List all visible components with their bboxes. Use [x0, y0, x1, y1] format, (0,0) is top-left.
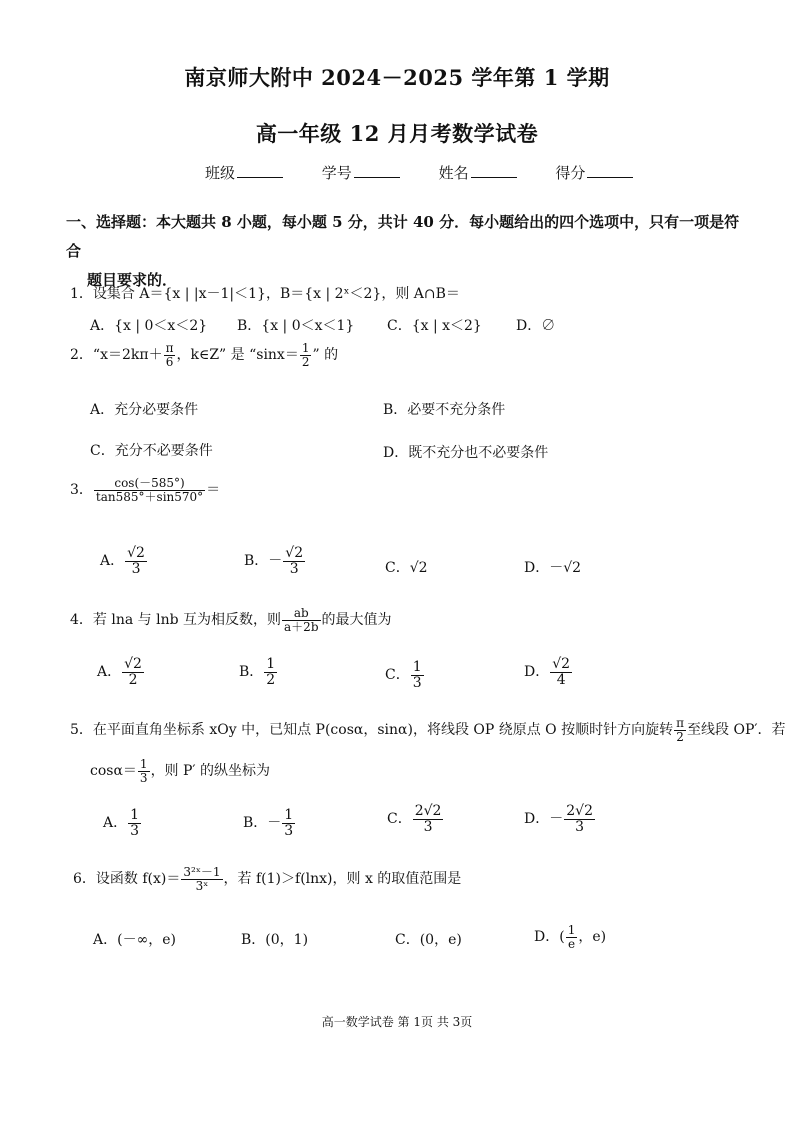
option-label: D． — [524, 664, 550, 681]
fraction-numerator: 1 — [139, 757, 148, 771]
field-class-label: 班级 — [205, 164, 236, 182]
fraction — [164, 342, 176, 368]
q3-option-d[interactable]: D．－√2 — [524, 560, 582, 576]
fraction-numerator: √2 — [127, 545, 145, 561]
q5-option-b[interactable] — [243, 808, 296, 838]
q5-option-a[interactable] — [103, 808, 142, 838]
q3-option-c[interactable]: C．√2 — [385, 560, 428, 576]
fraction-numerator: ab — [282, 607, 320, 621]
question-text: ，若 f(1)＞f(lnx)，则 x 的取值范围是 — [223, 871, 462, 888]
fraction-numerator: 1 — [284, 807, 294, 823]
fraction — [282, 607, 320, 633]
section-heading — [66, 208, 746, 295]
question-text: 的最大值为 — [321, 612, 392, 629]
page-footer: 高一数学试卷 第 1页 共 3页 — [321, 1015, 473, 1029]
fraction — [264, 657, 277, 687]
fraction-denominator: 2 — [266, 671, 276, 688]
q1-option-b[interactable]: B．{x | 0＜x＜1} — [237, 318, 355, 334]
fraction-denominator: 3 — [289, 560, 299, 577]
fraction — [283, 546, 305, 576]
option-label: A． — [103, 815, 128, 832]
fraction-numerator: 1 — [412, 659, 422, 675]
fraction-numerator: 1 — [130, 807, 140, 823]
q2-option-c[interactable]: C．充分不必要条件 — [90, 443, 213, 459]
fraction — [94, 477, 205, 503]
field-score — [555, 162, 633, 183]
option-label: B．－ — [244, 553, 283, 570]
section-line-2: 题目要求的． — [87, 271, 178, 289]
q6-option-c[interactable]: C．(0，e) — [395, 932, 462, 948]
fraction-denominator: 2 — [676, 729, 684, 744]
question-number: 4． — [70, 612, 93, 629]
fraction — [138, 758, 150, 784]
field-name-blank[interactable] — [471, 165, 517, 178]
field-student-id — [322, 162, 400, 183]
question-3-stem — [70, 477, 220, 503]
q1-option-c[interactable]: C．{x | x＜2} — [387, 318, 482, 334]
q6-option-d[interactable] — [534, 924, 606, 950]
fraction-numerator: √2 — [124, 656, 142, 672]
option-label: B．－ — [243, 815, 282, 832]
option-label: C． — [387, 811, 412, 828]
fraction-denominator: 3 — [284, 822, 294, 839]
option-label: A． — [100, 553, 125, 570]
field-score-label: 得分 — [555, 164, 586, 182]
fraction — [181, 866, 222, 892]
fraction-numerator: 1 — [301, 341, 310, 355]
student-info-fields — [205, 162, 667, 183]
field-class-blank[interactable] — [237, 165, 283, 178]
fraction-numerator: √2 — [285, 545, 304, 561]
fraction-numerator: 3²ˣ－1 — [183, 865, 221, 879]
question-4-stem — [70, 607, 392, 633]
fraction — [674, 717, 686, 743]
question-text: ，则 P′ 的纵坐标为 — [150, 763, 271, 780]
fraction-denominator: 4 — [556, 671, 566, 688]
question-text: 设函数 f(x)＝ — [95, 871, 181, 888]
option-label: C． — [385, 667, 410, 684]
q2-option-a[interactable]: A．充分必要条件 — [90, 402, 199, 418]
fraction-numerator: 1 — [266, 656, 276, 672]
q5-option-c[interactable] — [387, 804, 444, 834]
fraction-denominator: 6 — [165, 354, 174, 369]
fraction — [122, 657, 144, 687]
question-number: 6． — [73, 871, 96, 888]
fraction-numerator: 1 — [567, 923, 576, 937]
question-number: 1． — [70, 286, 93, 302]
exam-title-school: 南京师大附中 2024－2025 学年第 1 学期 — [184, 65, 610, 90]
field-score-blank[interactable] — [587, 165, 633, 178]
question-text: 设集合 A＝{x | |x－1|＜1}，B＝{x | 2ˣ＜2}，则 A∩B＝ — [92, 286, 460, 302]
fraction-denominator: 3 — [575, 818, 585, 835]
question-text: cosα＝ — [90, 763, 137, 780]
fraction-denominator: 3ˣ — [195, 878, 209, 893]
fraction — [125, 546, 147, 576]
exam-title-subject: 高一年级 12 月月考数学试卷 — [255, 121, 539, 146]
option-label: B． — [239, 664, 264, 681]
question-text: “x＝2kπ＋ — [92, 347, 163, 364]
question-text: 在平面直角坐标系 xOy 中，已知点 P(cosα，sinα)，将线段 OP 绕原点 O 按顺时针方向旋转 — [92, 722, 674, 739]
question-text: ” 的 — [312, 347, 339, 364]
question-2-stem — [70, 342, 338, 368]
fraction — [550, 657, 572, 687]
fraction-numerator: 2√2 — [414, 803, 442, 819]
fraction-denominator: 3 — [130, 822, 140, 839]
q1-option-d[interactable]: D．∅ — [516, 318, 556, 334]
fraction — [128, 808, 141, 838]
fraction — [300, 342, 312, 368]
question-text: ，k∈Z” 是 “sinx＝ — [176, 347, 299, 364]
question-number: 3． — [70, 482, 93, 499]
option-label: D．( — [534, 929, 565, 946]
section-line-1: 一、选择题：本大题共 8 小题，每小题 5 分，共计 40 分．每小题给出的四个选项中，只有一项是符合 — [66, 213, 740, 260]
question-text: 若 lna 与 lnb 互为相反数，则 — [92, 612, 282, 629]
question-1-stem — [70, 283, 460, 303]
field-id-blank[interactable] — [354, 165, 400, 178]
fraction-denominator: e — [567, 936, 576, 951]
option-label: A． — [97, 664, 122, 681]
q3-option-a[interactable] — [100, 546, 148, 576]
option-text: ，e) — [578, 929, 607, 946]
q4-option-d[interactable] — [524, 657, 573, 687]
fraction — [413, 804, 444, 834]
fraction-numerator: √2 — [552, 656, 571, 672]
q3-option-b[interactable] — [244, 546, 306, 576]
question-5-stem — [70, 717, 786, 743]
field-class — [205, 162, 283, 183]
q4-option-a[interactable] — [97, 657, 145, 687]
fraction-denominator: 3 — [423, 818, 433, 835]
question-5-stem-line2 — [90, 758, 270, 784]
option-label: D．－ — [524, 811, 564, 828]
fraction-numerator: π — [165, 341, 174, 355]
fraction-denominator: a＋2b — [284, 619, 319, 634]
q2-option-b[interactable]: B．必要不充分条件 — [383, 402, 506, 418]
q4-option-c[interactable] — [385, 660, 425, 690]
fraction-denominator: 3 — [131, 560, 141, 577]
field-name — [439, 162, 517, 183]
fraction-denominator: 2 — [128, 671, 138, 688]
fraction-numerator: cos(－585°) — [94, 477, 205, 491]
question-6-stem — [73, 866, 461, 892]
fraction — [564, 804, 595, 834]
fraction-denominator: 3 — [412, 674, 422, 691]
q6-option-b[interactable]: B．(0，1) — [241, 932, 309, 948]
question-text: ＝ — [206, 482, 221, 499]
field-id-label: 学号 — [321, 164, 352, 182]
fraction — [411, 660, 424, 690]
question-number: 2． — [70, 347, 93, 364]
question-text: 至线段 OP′．若 — [687, 722, 786, 739]
fraction — [566, 924, 578, 950]
fraction-numerator: π — [676, 716, 685, 730]
q4-option-b[interactable] — [239, 657, 278, 687]
question-number: 5． — [70, 722, 93, 739]
q1-option-a[interactable]: A．{x | 0＜x＜2} — [90, 318, 208, 334]
fraction-denominator: 2 — [301, 354, 310, 369]
q5-option-d[interactable] — [524, 804, 596, 834]
fraction-denominator: tan585°＋sin570° — [95, 489, 204, 504]
q6-option-a[interactable]: A．(－∞，e) — [93, 932, 176, 948]
field-name-label: 姓名 — [438, 164, 469, 182]
q2-option-d[interactable]: D．既不充分也不必要条件 — [383, 445, 549, 461]
fraction — [282, 808, 295, 838]
fraction-denominator: 3 — [139, 770, 148, 785]
fraction-numerator: 2√2 — [566, 803, 593, 819]
